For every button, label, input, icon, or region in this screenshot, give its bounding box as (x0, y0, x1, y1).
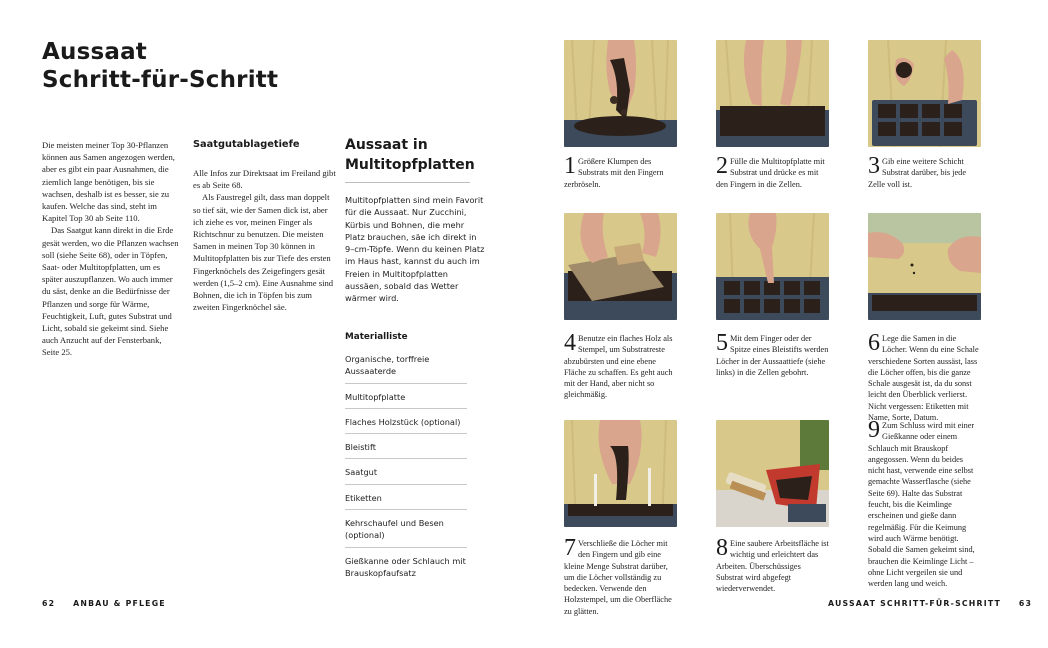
page-number: 63 (1018, 599, 1033, 608)
seed-depth-heading: Saatgutablagetiefe (193, 139, 300, 150)
step-number: 7 (564, 535, 576, 561)
step-number: 4 (564, 330, 576, 356)
list-item: Organische, torffreie Aussaaterde (345, 352, 467, 384)
step-3 (868, 153, 981, 190)
intro-paragraph: Das Saatgut kann direkt in die Erde gesät werden, wo die Pflanzen wachsen soll (siehe Seite 68), oder in Töpfen, Saat- oder Multitopfplatten, um es später auszupflanzen. Wo auch immer du säst, denke an die Bedürfnisse der Pflanzen und sorge für Wärme, Feuchtigkeit, Luft, gutes Substrat und Licht, sobald sie gekeimt sind. Siehe auch Anzucht auf der Fensterbank, Seite 25. (42, 225, 179, 358)
multitopf-heading-line-2: Multitopfplatten (345, 157, 475, 173)
step-7 (564, 535, 677, 617)
seed-depth-paragraph: Alle Infos zur Direktsaat im Freiland gibt es ab Seite 68. (193, 168, 336, 191)
finger-holes-photo (716, 213, 829, 320)
step-text: Größere Klumpen des Substrats mit den Fingern zerbröseln. (564, 157, 664, 189)
page-title-line-1: Aussaat (42, 39, 147, 65)
seed-depth-text (193, 167, 338, 313)
step-9 (868, 417, 981, 589)
step-number: 8 (716, 535, 728, 561)
seed-depth-paragraph: Als Faustregel gilt, dass man doppelt so tief sät, wie der Samen dick ist, aber ich ziehe es vor, meinen Finger als Richtschnur zu benutzen. Die meisten Samen in meinen Top 30 können in Multitopfplatten bis zur Tiefe des ersten Fingerknöchels des Zeigefingers gesät werden (1,5–2 cm). Eine Ausnahme sind Bohnen, die ich in Töpfen bis zum zweiten Fingerknöchel säe. (193, 192, 334, 313)
step-number: 2 (716, 153, 728, 179)
multitopf-text: Multitopfplatten sind mein Favorit für die Aussaat. Nur Zucchini, Kürbis und Bohnen, die mehr Platz brauchen, säe ich direkt in 9–cm-Töpfe. Wenn du keinen Platz im Haus hast, kannst du auch im Freien in Multitopfplatten aussäen, sobald das Wetter wärmer wird. (345, 195, 485, 304)
step-5 (716, 330, 829, 378)
step-text: Verschließe die Löcher mit den Fingern und gib eine kleine Menge Substrat darüber, um die Löcher vollständig zu bedecken. Verwende den Holzstempel, um die Oberfläche zu glätten. (564, 539, 672, 616)
step-number: 9 (868, 417, 880, 443)
step-8 (716, 535, 829, 594)
crumbling-soil-photo (564, 40, 677, 147)
step-number: 5 (716, 330, 728, 356)
list-item: Gießkanne oder Schlauch mit Brauskopfaufsatz (345, 555, 466, 578)
list-item: Bleistift (345, 440, 467, 459)
step-text: Eine saubere Arbeitsfläche ist wichtig und erleichtert das Arbeiten. Überschüssiges Substrat wird abgefegt wiederverwendet. (716, 539, 829, 594)
intro-text (42, 139, 180, 359)
step-text: Mit dem Finger oder der Spitze eines Bleistifts werden Löcher in der Aussaattiefe (siehe links) in die Zellen gebohrt. (716, 334, 829, 377)
step-2 (716, 153, 829, 190)
list-item: Flaches Holzstück (optional) (345, 415, 467, 434)
running-footer-section: ANBAU & PFLEGE (73, 599, 166, 608)
step-number: 3 (868, 153, 880, 179)
step-4 (564, 330, 677, 401)
step-text: Lege die Samen in die Löcher. Wenn du eine Schale verschiedene Sorten aussäst, lass die Löcher offen, bis die ganze Schale ausgesät ist, da du sonst leicht den Überblick verlierst. Nicht vergessen: Etiketten mit Name, Sorte, Datum. (868, 334, 979, 423)
right-footer (828, 599, 1032, 608)
page-number: 62 (42, 599, 56, 608)
step-text: Fülle die Multitopfplatte mit Substrat und drücke es mit den Fingern in die Zellen. (716, 157, 825, 189)
running-footer-section: AUSSAAT SCHRITT-FÜR-SCHRITT (828, 599, 1002, 608)
materials-list (345, 352, 475, 590)
heading-divider (345, 182, 470, 183)
multitopf-heading-line-1: Aussaat in (345, 137, 428, 153)
filling-tray-photo (716, 40, 829, 147)
list-item: Etiketten (345, 491, 467, 510)
wood-stamp-photo (564, 213, 677, 320)
covering-holes-photo (564, 420, 677, 527)
step-number: 6 (868, 330, 880, 356)
step-text: Zum Schluss wird mit einer Gießkanne oder einem Schlauch mit Brauskopf angegossen. Wenn du beides nicht hast, verwende eine selbst gemachte Wasserflasche (siehe Seite 69). Halte das Substrat feucht, bis die Keimlinge erscheinen und gieße dann regelmäßig. Für die Keimung wird auch Wärme benötigt. Sobald die Samen gekeimt sind, brauchen die Keimlinge Licht – ohne Licht vergeilen sie und werden lang und weich. (868, 421, 975, 589)
adding-layer-photo (868, 40, 981, 147)
page-title-line-2: Schritt-für-Schritt (42, 67, 279, 93)
list-item: Multitopfplatte (345, 390, 467, 409)
materials-heading: Materialliste (345, 332, 408, 342)
intro-paragraph: Die meisten meiner Top 30-Pflanzen können aus Samen angezogen werden, aber es gibt ein paar Ausnahmen, die ziemlich lange benötigen, bis sie wachsen, deshalb ist es besser, sie zu kaufen. Welche das sind, steht im Kapitel Top 30 ab Seite 110. (42, 140, 175, 224)
multitopf-heading (345, 135, 495, 175)
sowing-seeds-photo (868, 213, 981, 320)
dustpan-brush-photo (716, 420, 829, 527)
step-text: Gib eine weitere Schicht Substrat darüber, bis jede Zelle voll ist. (868, 157, 966, 189)
step-text: Benutze ein flaches Holz als Stempel, um Substratreste abzubürsten und eine ebene Fläche zu schaffen. Es geht auch mit der Hand, aber nicht so gleichmäßig. (564, 334, 673, 400)
list-item: Kehrschaufel und Besen (optional) (345, 516, 467, 548)
page-title (42, 38, 342, 94)
step-6 (868, 330, 981, 423)
step-number: 1 (564, 153, 576, 179)
list-item: Saatgut (345, 465, 467, 484)
step-1 (564, 153, 677, 190)
left-footer (42, 599, 166, 608)
